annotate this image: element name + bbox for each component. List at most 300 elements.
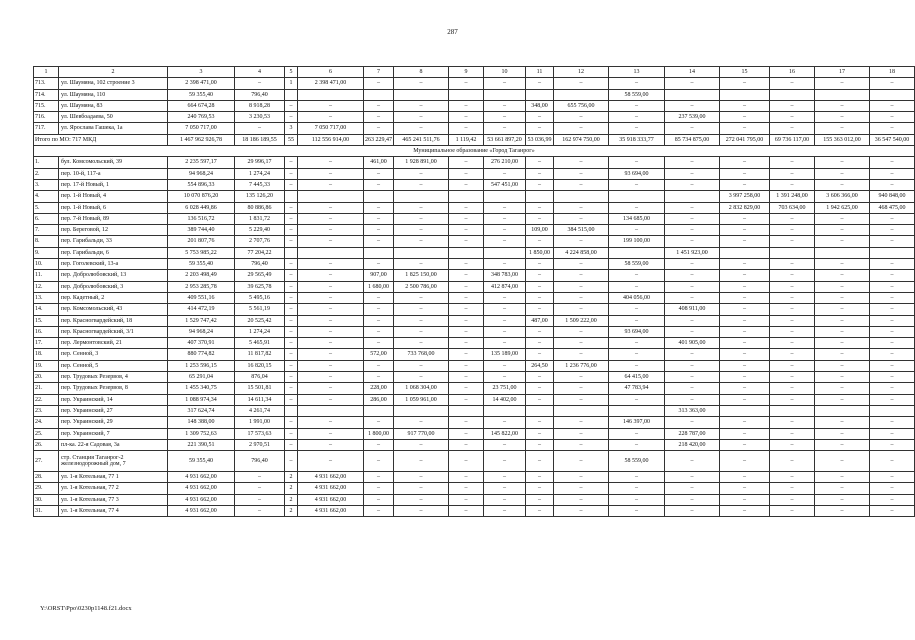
value-cell: – <box>484 417 526 428</box>
value-cell: – <box>526 349 554 360</box>
value-cell <box>870 405 915 416</box>
value-cell: – <box>770 417 815 428</box>
value-cell: – <box>484 236 526 247</box>
value-cell: – <box>364 236 394 247</box>
value-cell: – <box>449 439 484 450</box>
table-row <box>34 281 915 292</box>
value-cell: 237 539,00 <box>665 112 720 123</box>
value-cell: 29 565,49 <box>235 270 285 281</box>
value-cell: – <box>665 451 720 472</box>
value-cell: – <box>815 315 870 326</box>
value-cell: – <box>394 78 449 89</box>
value-cell: – <box>770 78 815 89</box>
value-cell: 384 515,00 <box>554 225 609 236</box>
value-cell: – <box>449 292 484 303</box>
value-cell: – <box>720 112 770 123</box>
value-cell: – <box>298 394 364 405</box>
value-cell: – <box>394 315 449 326</box>
value-cell: 58 559,00 <box>609 259 665 270</box>
value-cell: 80 886,86 <box>235 202 285 213</box>
value-cell: 407 370,91 <box>168 338 235 349</box>
value-cell: – <box>364 360 394 371</box>
value-cell: – <box>484 326 526 337</box>
table-row <box>34 326 915 337</box>
value-cell <box>484 247 526 258</box>
column-number-header: 14 <box>665 67 720 78</box>
value-cell: – <box>870 417 915 428</box>
value-cell: – <box>364 168 394 179</box>
table-row <box>34 123 915 134</box>
table-row <box>34 483 915 494</box>
value-cell: – <box>285 383 298 394</box>
value-cell: – <box>870 360 915 371</box>
value-cell: 134 685,00 <box>609 213 665 224</box>
value-cell: – <box>870 292 915 303</box>
value-cell <box>449 405 484 416</box>
value-cell: – <box>770 225 815 236</box>
value-cell: – <box>449 179 484 190</box>
value-cell: – <box>526 78 554 89</box>
value-cell: 2 <box>285 494 298 505</box>
value-cell: – <box>815 417 870 428</box>
value-cell: 5 465,91 <box>235 338 285 349</box>
value-cell: – <box>770 383 815 394</box>
value-cell: 547 451,00 <box>484 179 526 190</box>
value-cell: – <box>870 281 915 292</box>
value-cell: – <box>609 281 665 292</box>
value-cell: – <box>665 236 720 247</box>
value-cell <box>394 89 449 100</box>
value-cell: 3 <box>285 123 298 134</box>
value-cell: – <box>449 213 484 224</box>
value-cell: – <box>285 451 298 472</box>
value-cell: – <box>526 505 554 516</box>
value-cell: – <box>609 394 665 405</box>
total-value-cell: 36 547 540,00 <box>870 134 915 145</box>
value-cell: – <box>394 360 449 371</box>
table-row <box>34 417 915 428</box>
value-cell: – <box>449 281 484 292</box>
value-cell: – <box>394 372 449 383</box>
value-cell: 1 928 891,00 <box>394 157 449 168</box>
value-cell: – <box>770 439 815 450</box>
value-cell: – <box>665 494 720 505</box>
value-cell <box>484 405 526 416</box>
value-cell: 880 774,82 <box>168 349 235 360</box>
value-cell: – <box>364 123 394 134</box>
value-cell: 7 050 717,00 <box>168 123 235 134</box>
value-cell: 917 770,00 <box>394 428 449 439</box>
address-cell: пер. Украинский, 27 <box>59 405 168 416</box>
row-number: 714. <box>34 89 59 100</box>
value-cell: – <box>449 236 484 247</box>
value-cell: – <box>449 270 484 281</box>
value-cell: – <box>364 451 394 472</box>
value-cell: – <box>484 439 526 450</box>
value-cell: – <box>665 472 720 483</box>
row-number: 27. <box>34 451 59 472</box>
value-cell: – <box>298 383 364 394</box>
value-cell: – <box>870 349 915 360</box>
value-cell: 1 <box>285 78 298 89</box>
value-cell: – <box>554 349 609 360</box>
value-cell: – <box>720 281 770 292</box>
value-cell: 16 820,15 <box>235 360 285 371</box>
value-cell: 907,00 <box>364 270 394 281</box>
value-cell: – <box>484 225 526 236</box>
value-cell: – <box>285 112 298 123</box>
value-cell: – <box>298 259 364 270</box>
value-cell: – <box>285 304 298 315</box>
row-number: 4. <box>34 191 59 202</box>
table-row <box>34 338 915 349</box>
value-cell <box>665 191 720 202</box>
value-cell: – <box>484 304 526 315</box>
address-cell: пер. Сенной, 3 <box>59 349 168 360</box>
value-cell: – <box>770 394 815 405</box>
total-value-cell: 53 661 897,20 <box>484 134 526 145</box>
value-cell: – <box>665 372 720 383</box>
value-cell: – <box>815 259 870 270</box>
value-cell: 4 931 662,00 <box>168 483 235 494</box>
total-value-cell: 155 363 012,00 <box>815 134 870 145</box>
row-number: 717. <box>34 123 59 134</box>
value-cell: – <box>394 112 449 123</box>
value-cell: – <box>770 483 815 494</box>
table-row <box>34 270 915 281</box>
value-cell: 409 551,16 <box>168 292 235 303</box>
value-cell: 7 445,33 <box>235 179 285 190</box>
value-cell: 59 355,40 <box>168 89 235 100</box>
value-cell: – <box>870 439 915 450</box>
value-cell: – <box>665 259 720 270</box>
value-cell: – <box>770 494 815 505</box>
value-cell: – <box>394 123 449 134</box>
value-cell: – <box>285 100 298 111</box>
value-cell: – <box>449 360 484 371</box>
value-cell: – <box>870 394 915 405</box>
row-number: 13. <box>34 292 59 303</box>
address-cell: ул. Ярослава Гашека, 1а <box>59 123 168 134</box>
value-cell: – <box>665 483 720 494</box>
value-cell: – <box>720 394 770 405</box>
value-cell <box>285 89 298 100</box>
value-cell: – <box>609 270 665 281</box>
value-cell: 23 751,00 <box>484 383 526 394</box>
value-cell: – <box>815 213 870 224</box>
value-cell: 703 634,00 <box>770 202 815 213</box>
value-cell: – <box>298 100 364 111</box>
value-cell: – <box>770 326 815 337</box>
section-row <box>34 146 915 157</box>
column-number-header: 4 <box>235 67 285 78</box>
value-cell: – <box>770 304 815 315</box>
column-number-header: 17 <box>815 67 870 78</box>
total-value-cell: 162 974 750,00 <box>554 134 609 145</box>
value-cell: – <box>364 112 394 123</box>
value-cell: – <box>298 338 364 349</box>
value-cell: 389 744,40 <box>168 225 235 236</box>
value-cell: – <box>720 428 770 439</box>
column-number-header: 9 <box>449 67 484 78</box>
value-cell: 655 756,00 <box>554 100 609 111</box>
table-row <box>34 315 915 326</box>
value-cell: – <box>870 236 915 247</box>
row-number: 3. <box>34 179 59 190</box>
value-cell: – <box>449 428 484 439</box>
value-cell: 1 088 974,34 <box>168 394 235 405</box>
value-cell: – <box>449 472 484 483</box>
column-number-header: 12 <box>554 67 609 78</box>
value-cell: – <box>720 383 770 394</box>
value-cell: 20 525,42 <box>235 315 285 326</box>
value-cell: 733 768,00 <box>394 349 449 360</box>
address-cell: пер. Гоголевский, 13-а <box>59 259 168 270</box>
value-cell: – <box>609 225 665 236</box>
value-cell: – <box>609 505 665 516</box>
value-cell: 461,00 <box>364 157 394 168</box>
value-cell: – <box>285 270 298 281</box>
page-number: 287 <box>447 28 458 36</box>
value-cell <box>609 191 665 202</box>
value-cell: – <box>609 123 665 134</box>
value-cell: – <box>815 428 870 439</box>
value-cell: 1 680,00 <box>364 281 394 292</box>
value-cell: 64 415,00 <box>609 372 665 383</box>
value-cell: – <box>815 292 870 303</box>
value-cell <box>298 191 364 202</box>
value-cell: – <box>554 472 609 483</box>
value-cell: – <box>870 338 915 349</box>
value-cell: 14 402,00 <box>484 394 526 405</box>
column-number-header: 5 <box>285 67 298 78</box>
value-cell: – <box>554 383 609 394</box>
value-cell: – <box>449 315 484 326</box>
value-cell: – <box>720 168 770 179</box>
value-cell: – <box>526 483 554 494</box>
value-cell: – <box>298 451 364 472</box>
value-cell: – <box>526 281 554 292</box>
value-cell: – <box>364 259 394 270</box>
value-cell: 201 807,76 <box>168 236 235 247</box>
value-cell <box>364 405 394 416</box>
value-cell: – <box>554 483 609 494</box>
address-cell: пер. Гарибальди, 33 <box>59 236 168 247</box>
value-cell: – <box>394 236 449 247</box>
value-cell: – <box>554 236 609 247</box>
value-cell: – <box>449 157 484 168</box>
value-cell: – <box>665 326 720 337</box>
value-cell: – <box>770 451 815 472</box>
value-cell: – <box>554 505 609 516</box>
value-cell <box>770 247 815 258</box>
value-cell: – <box>298 349 364 360</box>
value-cell <box>285 247 298 258</box>
value-cell: – <box>526 292 554 303</box>
value-cell: – <box>526 439 554 450</box>
value-cell: – <box>554 372 609 383</box>
value-cell: – <box>394 439 449 450</box>
value-cell <box>394 247 449 258</box>
value-cell: – <box>554 78 609 89</box>
value-cell: 4 224 858,00 <box>554 247 609 258</box>
total-value-cell: 272 041 795,00 <box>720 134 770 145</box>
row-number: 11. <box>34 270 59 281</box>
value-cell: – <box>449 259 484 270</box>
value-cell: 29 996,17 <box>235 157 285 168</box>
value-cell: 1 455 340,75 <box>168 383 235 394</box>
value-cell: 7 050 717,00 <box>298 123 364 134</box>
value-cell: – <box>870 315 915 326</box>
value-cell: – <box>298 372 364 383</box>
value-cell: 940 848,00 <box>870 191 915 202</box>
value-cell: – <box>298 439 364 450</box>
total-label: Итого по МО: 717 МКД <box>34 134 168 145</box>
value-cell: 286,00 <box>364 394 394 405</box>
value-cell: 4 931 662,00 <box>168 505 235 516</box>
table-row <box>34 292 915 303</box>
value-cell: – <box>554 304 609 315</box>
value-cell: – <box>449 394 484 405</box>
value-cell: – <box>720 505 770 516</box>
value-cell: – <box>449 78 484 89</box>
column-number-header: 1 <box>34 67 59 78</box>
value-cell: – <box>449 112 484 123</box>
value-cell: – <box>870 123 915 134</box>
value-cell: – <box>298 304 364 315</box>
value-cell: – <box>609 483 665 494</box>
value-cell: 2 970,51 <box>235 439 285 450</box>
value-cell: – <box>870 213 915 224</box>
value-cell: – <box>665 315 720 326</box>
row-number: 23. <box>34 405 59 416</box>
value-cell: – <box>665 179 720 190</box>
value-cell: – <box>484 360 526 371</box>
value-cell: – <box>235 483 285 494</box>
value-cell: – <box>770 428 815 439</box>
value-cell: – <box>526 168 554 179</box>
value-cell: 2 <box>285 505 298 516</box>
value-cell <box>815 247 870 258</box>
value-cell: – <box>364 213 394 224</box>
value-cell: – <box>554 259 609 270</box>
value-cell: – <box>870 259 915 270</box>
value-cell: 8 918,28 <box>235 100 285 111</box>
total-value-cell: 1 119,42 <box>449 134 484 145</box>
value-cell <box>449 247 484 258</box>
total-value-cell: 69 736 117,00 <box>770 134 815 145</box>
value-cell: – <box>665 360 720 371</box>
value-cell: 10 070 876,20 <box>168 191 235 202</box>
value-cell: – <box>770 213 815 224</box>
value-cell <box>394 191 449 202</box>
value-cell <box>720 247 770 258</box>
value-cell: – <box>815 360 870 371</box>
value-cell: – <box>298 281 364 292</box>
data-table <box>33 66 915 517</box>
value-cell <box>770 405 815 416</box>
value-cell: 4 931 662,00 <box>298 505 364 516</box>
table-row <box>34 112 915 123</box>
address-cell: ул. 1-я Котельная, 77 1 <box>59 472 168 483</box>
table-row <box>34 213 915 224</box>
address-cell: ул. Шаумяна, 83 <box>59 100 168 111</box>
address-cell: ул. Шаумяна, 110 <box>59 89 168 100</box>
value-cell: 414 472,19 <box>168 304 235 315</box>
value-cell: – <box>609 112 665 123</box>
value-cell: – <box>870 270 915 281</box>
value-cell: 1 850,00 <box>526 247 554 258</box>
value-cell: – <box>364 326 394 337</box>
value-cell: – <box>364 505 394 516</box>
value-cell: – <box>870 451 915 472</box>
value-cell: – <box>770 360 815 371</box>
value-cell: 136 516,72 <box>168 213 235 224</box>
value-cell: – <box>870 157 915 168</box>
value-cell: 4 931 662,00 <box>168 494 235 505</box>
value-cell: – <box>449 100 484 111</box>
value-cell: – <box>394 326 449 337</box>
value-cell: 4 261,74 <box>235 405 285 416</box>
column-number-header: 10 <box>484 67 526 78</box>
value-cell: – <box>815 338 870 349</box>
value-cell: – <box>770 236 815 247</box>
value-cell: – <box>770 157 815 168</box>
table-row <box>34 505 915 516</box>
address-cell: бул. Комсомольский, 39 <box>59 157 168 168</box>
value-cell: – <box>285 168 298 179</box>
column-number-header: 2 <box>59 67 168 78</box>
value-cell: 228,00 <box>364 383 394 394</box>
value-cell: – <box>815 168 870 179</box>
table-row <box>34 259 915 270</box>
value-cell: – <box>870 168 915 179</box>
value-cell: – <box>394 483 449 494</box>
column-number-header: 7 <box>364 67 394 78</box>
value-cell: – <box>484 100 526 111</box>
table-row <box>34 236 915 247</box>
value-cell: – <box>364 483 394 494</box>
value-cell: – <box>298 168 364 179</box>
value-cell: – <box>526 213 554 224</box>
value-cell: – <box>285 428 298 439</box>
value-cell: 1 825 150,00 <box>394 270 449 281</box>
value-cell: – <box>815 123 870 134</box>
row-number: 713. <box>34 78 59 89</box>
value-cell: – <box>720 225 770 236</box>
address-cell: пер. Комсомольский, 43 <box>59 304 168 315</box>
value-cell: 2 235 597,17 <box>168 157 235 168</box>
value-cell: – <box>484 292 526 303</box>
value-cell: – <box>449 451 484 472</box>
value-cell: – <box>298 213 364 224</box>
value-cell: – <box>235 494 285 505</box>
value-cell: – <box>815 349 870 360</box>
value-cell: – <box>285 315 298 326</box>
value-cell: – <box>665 349 720 360</box>
row-number: 19. <box>34 360 59 371</box>
value-cell: – <box>526 326 554 337</box>
value-cell <box>285 191 298 202</box>
value-cell: – <box>554 213 609 224</box>
value-cell: – <box>394 213 449 224</box>
value-cell: 796,40 <box>235 89 285 100</box>
value-cell: 1 274,24 <box>235 326 285 337</box>
row-number: 29. <box>34 483 59 494</box>
value-cell: – <box>298 179 364 190</box>
value-cell: 876,04 <box>235 372 285 383</box>
table-row <box>34 383 915 394</box>
